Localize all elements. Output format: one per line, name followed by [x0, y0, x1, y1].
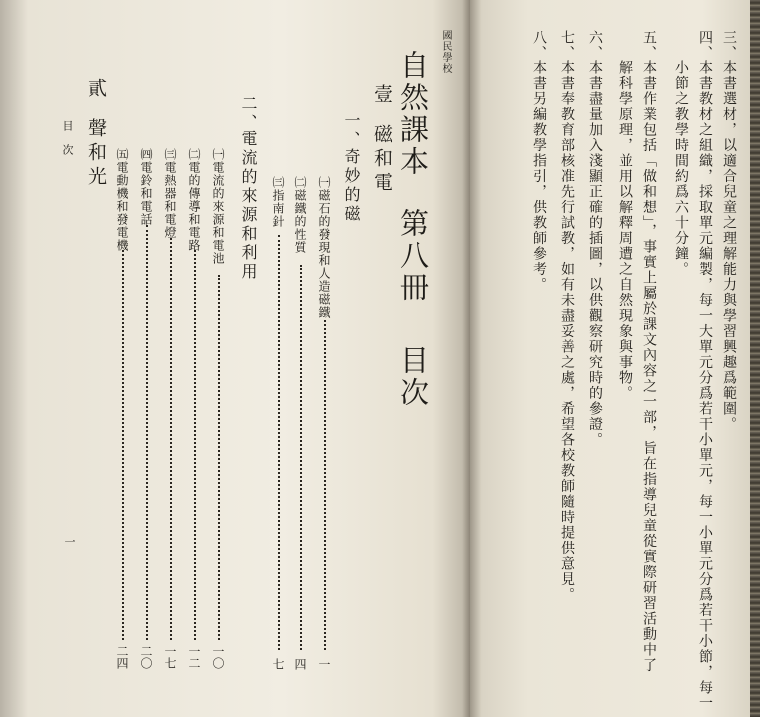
leader-dots: [278, 235, 280, 650]
chapter1-title: 奇妙的磁: [342, 148, 361, 224]
leader-dots: [194, 250, 196, 640]
leader-dots: [146, 225, 148, 640]
toc-entry-page: 二四: [115, 645, 129, 669]
note-text: 本書作業包括「做和想」，事實上屬於課文內容之一部，旨在指導兒童從實際研習活動中了: [641, 60, 657, 673]
leader-dots: [324, 320, 326, 650]
note-number: 七、: [559, 30, 575, 61]
note-number: 三、: [721, 30, 737, 61]
leader-dots: [300, 265, 302, 650]
unit2-title: 聲和光: [85, 118, 107, 190]
note-number: 五、: [641, 30, 657, 61]
note-text: 小節之教學時間約爲六十分鐘。: [673, 60, 689, 277]
toc-heading: 目次: [396, 345, 430, 409]
leader-dots: [122, 250, 124, 640]
unit1-title: 磁和電: [371, 124, 393, 196]
unit1-label: 壹: [371, 84, 393, 108]
note-text: 解科學原理，並用以解釋周遭之自然現象與事物。: [617, 60, 633, 401]
toc-entry-title: ㈡電的傳導和電路: [187, 148, 201, 252]
leader-dots: [170, 238, 172, 640]
note-text: 本書盡量加入淺顯正確的插圖，以供觀察研究時的參證。: [587, 60, 603, 448]
torn-page-edge: [750, 0, 760, 717]
institution-label: 國民學校: [440, 30, 451, 74]
toc-entry-title: ㈢電熱器和電燈: [163, 148, 177, 239]
note-number: 四、: [697, 30, 713, 61]
toc-entry-page: 一: [317, 658, 331, 670]
book-title: 自然課本: [396, 50, 430, 178]
toc-entry-title: ㈣電鈴和電話: [139, 148, 153, 226]
toc-entry-page: 二〇: [139, 645, 153, 669]
toc-entry-title: ㈠磁石的發現和人造磁鐵: [317, 176, 331, 319]
note-text: 本書教材之組織，採取單元編製，每一大單元分爲若干小單元，每一小單元分爲若干小節，每一: [697, 60, 713, 711]
note-number: 八、: [531, 30, 547, 61]
volume-number: 第八冊: [396, 208, 430, 304]
note-number: 六、: [587, 30, 603, 61]
toc-entry-page: 七: [271, 658, 285, 670]
toc-entry-page: 一七: [163, 645, 177, 669]
notes-page: [470, 0, 760, 717]
toc-entry-page: 一二: [187, 645, 201, 669]
toc-entry-title: ㈠電流的來源和電池: [211, 148, 225, 265]
chapter2-title: 電流的來源和利用: [239, 130, 258, 282]
toc-entry-page: 四: [293, 658, 307, 670]
toc-entry-title: ㈡磁鐵的性質: [293, 176, 307, 254]
leader-dots: [218, 275, 220, 640]
toc-entry-page: 一〇: [211, 645, 225, 669]
running-footer: 目 次: [61, 120, 74, 156]
chapter1-number: 一、: [342, 112, 361, 150]
page-number: 一: [63, 536, 76, 548]
note-text: 本書選材，以適合兒童之理解能力與學習興趣爲範圍。: [721, 60, 737, 432]
note-text: 本書另編教學指引，供教師參考。: [531, 60, 547, 293]
chapter2-number: 二、: [239, 95, 258, 133]
toc-entry-title: ㈤電動機和發電機: [115, 148, 129, 252]
note-text: 本書奉教育部核准先行試教，如有未盡妥善之處，希望各校教師隨時提供意見。: [559, 60, 575, 603]
unit2-label: 貳: [85, 78, 107, 102]
toc-entry-title: ㈢指南針: [271, 176, 285, 228]
